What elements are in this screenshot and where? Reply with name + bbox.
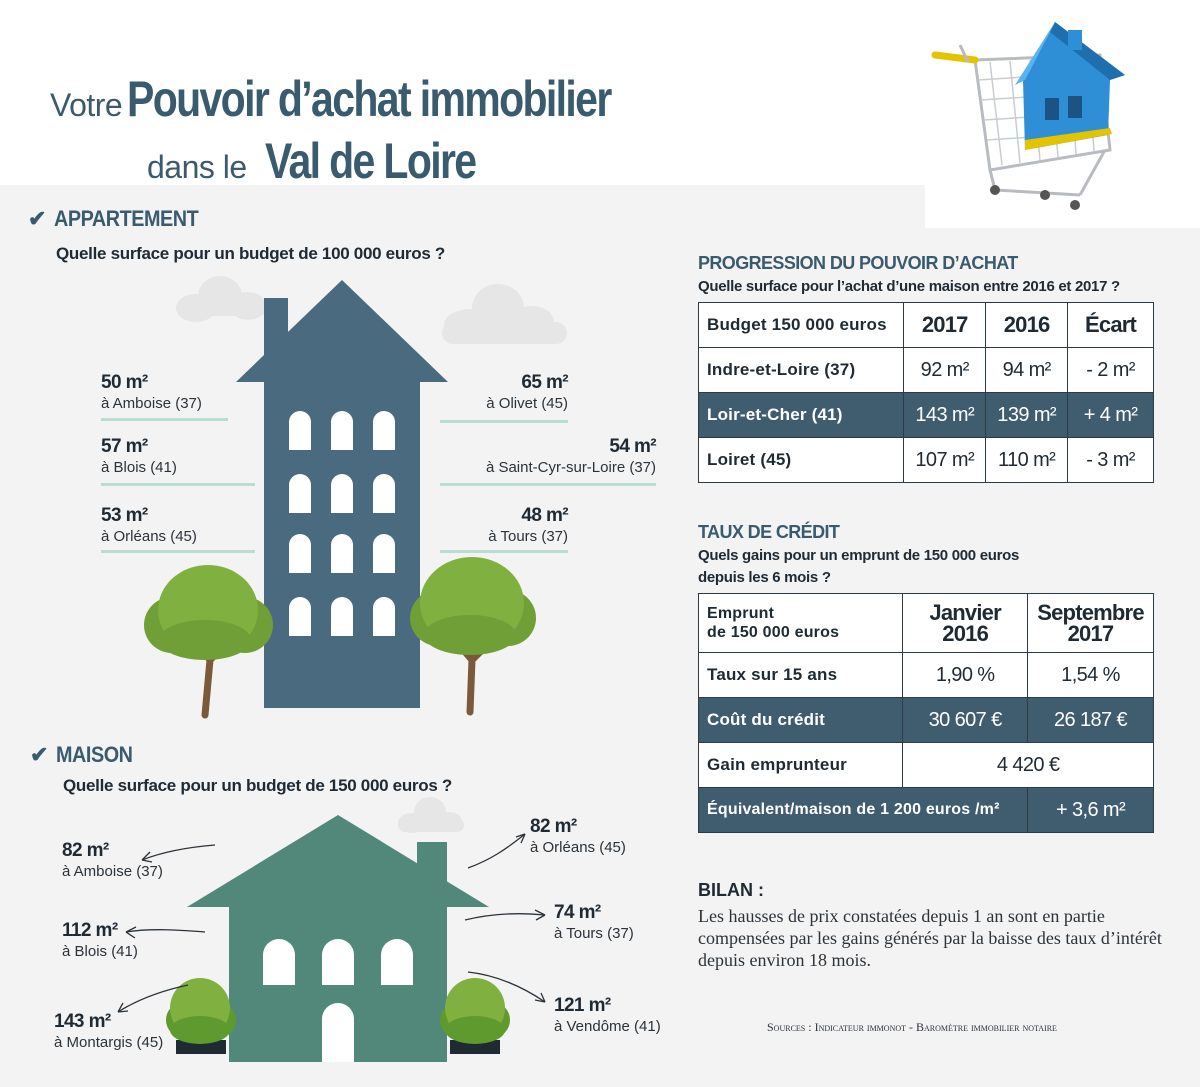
table-cell: 143 m² bbox=[904, 393, 986, 438]
apartment-value-right bbox=[486, 436, 656, 476]
table-header-cell bbox=[699, 594, 903, 653]
tree-icon bbox=[144, 565, 273, 715]
city-label: à Amboise (37) bbox=[62, 863, 163, 880]
house-value-right bbox=[530, 816, 626, 856]
progression-subtitle: Quelle surface pour l’achat d’une maison entre 2016 et 2017 ? bbox=[698, 278, 1120, 295]
surface-value: 48 m² bbox=[521, 505, 568, 526]
credit-subtitle-line2: depuis les 6 mois ? bbox=[698, 569, 831, 586]
apartment-value-left bbox=[101, 505, 197, 545]
city-label: à Orléans (45) bbox=[101, 528, 197, 545]
house-value-left bbox=[62, 920, 138, 960]
city-label: à Montargis (45) bbox=[54, 1034, 164, 1051]
house-value-right bbox=[554, 995, 661, 1035]
header-label-line1: Emprunt bbox=[707, 605, 775, 622]
table-cell: 26 187 € bbox=[1028, 698, 1154, 743]
bush-icon bbox=[166, 978, 236, 1054]
house-heading-text: MAISON bbox=[55, 742, 133, 767]
apartment-question: Quelle surface pour un budget de 100 000 euros ? bbox=[56, 244, 445, 263]
city-label: à Tours (37) bbox=[554, 925, 634, 942]
table-row bbox=[699, 348, 1154, 393]
house-value-left bbox=[62, 840, 163, 880]
table-cell: 107 m² bbox=[904, 438, 986, 483]
title-region: Val de Loire bbox=[265, 133, 476, 189]
table-row bbox=[699, 788, 1154, 833]
table-cell: 1,90 % bbox=[903, 653, 1028, 698]
surface-value: 54 m² bbox=[609, 436, 656, 457]
sources-credit: Sources : Indicateur immonot - Baromètre immobilier notaire bbox=[767, 1020, 1057, 1034]
cloud-icon bbox=[176, 276, 266, 322]
cloud-icon bbox=[398, 797, 464, 833]
surface-value: 82 m² bbox=[62, 840, 109, 861]
table-cell: Taux sur 15 ans bbox=[699, 653, 903, 698]
city-label: à Olivet (45) bbox=[486, 395, 568, 412]
surface-value: 143 m² bbox=[54, 1011, 111, 1032]
title-prefix: Votre bbox=[50, 87, 123, 123]
table-cell: - 3 m² bbox=[1068, 438, 1154, 483]
city-label: à Vendôme (41) bbox=[554, 1018, 661, 1035]
surface-value: 65 m² bbox=[521, 372, 568, 393]
table-row bbox=[699, 743, 1154, 788]
table-header-cell: Écart bbox=[1068, 303, 1154, 348]
credit-table bbox=[698, 593, 1154, 833]
table-header-cell bbox=[903, 594, 1028, 653]
title-prefix-2: dans le bbox=[147, 149, 247, 185]
surface-value: 82 m² bbox=[530, 816, 577, 837]
city-label: à Blois (41) bbox=[101, 459, 177, 476]
city-label: à Blois (41) bbox=[62, 943, 138, 960]
table-cell: Indre-et-Loire (37) bbox=[699, 348, 904, 393]
table-cell: 4 420 € bbox=[903, 743, 1154, 788]
apartment-heading bbox=[28, 206, 214, 232]
header-col1-line1: Janvier bbox=[929, 600, 1001, 625]
table-header-cell bbox=[1028, 594, 1154, 653]
header-col2-line1: Septembre bbox=[1037, 600, 1144, 625]
header-col1-line2: 2016 bbox=[942, 621, 989, 646]
header-col2-line2: 2017 bbox=[1067, 621, 1114, 646]
divider-line bbox=[101, 550, 255, 553]
table-header-cell: 2016 bbox=[986, 303, 1068, 348]
title-main: Pouvoir d’achat immobilier bbox=[126, 71, 611, 127]
divider-line bbox=[440, 550, 568, 553]
table-cell: 94 m² bbox=[986, 348, 1068, 393]
bilan-title: BILAN : bbox=[698, 880, 764, 900]
table-cell: - 2 m² bbox=[1068, 348, 1154, 393]
divider-line bbox=[440, 420, 568, 423]
checkmark-icon: ✔ bbox=[28, 206, 46, 231]
house-value-left bbox=[54, 1011, 163, 1051]
city-label: à Orléans (45) bbox=[530, 839, 626, 856]
table-row bbox=[699, 653, 1154, 698]
apartment-value-left bbox=[101, 372, 202, 412]
table-cell: Équivalent/maison de 1 200 euros /m² bbox=[699, 788, 1028, 833]
apartment-value-left bbox=[101, 436, 177, 476]
table-cell: Loiret (45) bbox=[699, 438, 904, 483]
bilan-text: Les hausses de prix constatées depuis 1 an sont en partie compensées par les gains générés par la baisse des taux d’intérêt depuis environ 18 mois. bbox=[698, 906, 1162, 970]
apartment-heading-text: APPARTEMENT bbox=[53, 206, 199, 231]
tree-icon bbox=[410, 557, 536, 712]
table-cell: Loir-et-Cher (41) bbox=[699, 393, 904, 438]
house-heading bbox=[30, 742, 141, 768]
divider-line bbox=[440, 483, 656, 486]
city-label: à Saint-Cyr-sur-Loire (37) bbox=[485, 459, 656, 476]
surface-value: 121 m² bbox=[554, 995, 611, 1016]
progression-title: PROGRESSION DU POUVOIR D’ACHAT bbox=[698, 253, 1018, 273]
surface-value: 57 m² bbox=[101, 436, 148, 457]
table-row bbox=[699, 393, 1154, 438]
divider-line bbox=[101, 418, 228, 421]
table-cell: Coût du crédit bbox=[699, 698, 903, 743]
page-title-line1 bbox=[50, 70, 716, 128]
city-label: à Tours (37) bbox=[488, 528, 568, 545]
page-title-line2 bbox=[147, 132, 522, 190]
divider-line bbox=[101, 483, 255, 486]
table-cell: 92 m² bbox=[904, 348, 986, 393]
checkmark-icon: ✔ bbox=[30, 742, 48, 767]
table-cell: 139 m² bbox=[986, 393, 1068, 438]
credit-subtitle-line1: Quels gains pour un emprunt de 150 000 euros bbox=[698, 547, 1020, 564]
table-header-row bbox=[699, 594, 1154, 653]
table-cell: + 4 m² bbox=[1068, 393, 1154, 438]
table-cell: 30 607 € bbox=[903, 698, 1028, 743]
header-label-line2: de 150 000 euros bbox=[707, 624, 840, 641]
table-cell: 1,54 % bbox=[1028, 653, 1154, 698]
progression-table bbox=[698, 302, 1154, 483]
table-cell: Gain emprunteur bbox=[699, 743, 903, 788]
house-value-right bbox=[554, 902, 634, 942]
bush-icon bbox=[440, 978, 510, 1054]
table-cell: + 3,6 m² bbox=[1028, 788, 1154, 833]
apartment-value-right bbox=[486, 372, 568, 412]
surface-value: 74 m² bbox=[554, 902, 601, 923]
table-cell: 110 m² bbox=[986, 438, 1068, 483]
cloud-icon bbox=[442, 284, 567, 344]
credit-title: TAUX DE CRÉDIT bbox=[698, 522, 840, 542]
surface-value: 112 m² bbox=[62, 920, 118, 941]
surface-value: 50 m² bbox=[101, 372, 148, 393]
table-row bbox=[699, 698, 1154, 743]
table-header-cell: 2017 bbox=[904, 303, 986, 348]
shopping-cart-house-icon bbox=[935, 22, 1125, 210]
table-row bbox=[699, 438, 1154, 483]
table-header-cell: Budget 150 000 euros bbox=[699, 303, 904, 348]
surface-value: 53 m² bbox=[101, 505, 148, 526]
city-label: à Amboise (37) bbox=[101, 395, 202, 412]
house-question: Quelle surface pour un budget de 150 000 euros ? bbox=[63, 776, 452, 795]
table-header-row bbox=[699, 303, 1154, 348]
apartment-value-right bbox=[488, 505, 568, 545]
